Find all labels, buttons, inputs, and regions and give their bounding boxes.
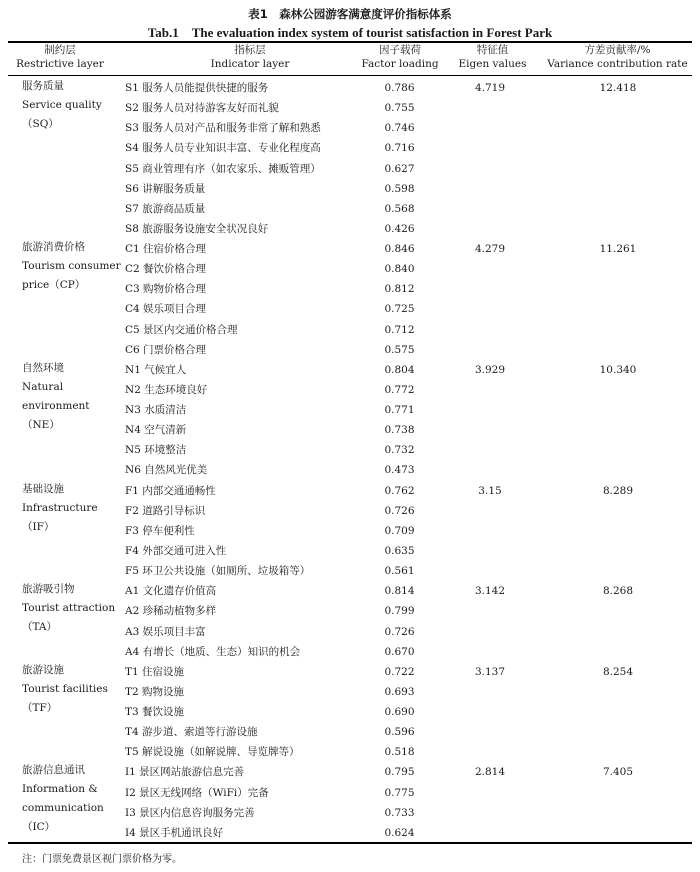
restrictive-layer-label xyxy=(22,359,122,435)
indicator-cell: N1 气候宜人 xyxy=(125,363,187,376)
restrictive-layer-label-line: Infrastructure xyxy=(22,501,98,514)
factor-loading-cell: 0.709 xyxy=(384,524,415,537)
factor-loading-cell: 0.712 xyxy=(384,323,415,336)
factor-loading-cell: 0.722 xyxy=(384,665,415,678)
header-restrictive-layer: 制约层 Restrictive layer xyxy=(16,44,104,70)
factor-loading-cell: 0.812 xyxy=(384,283,415,296)
eigen-value: 4.279 xyxy=(474,243,506,256)
restrictive-layer-label-line: Tourist facilities xyxy=(22,682,108,695)
indicator-cell: A1 文化遗存价值高 xyxy=(125,585,217,598)
factor-loading-cell: 0.690 xyxy=(384,706,415,719)
indicator-cell: S6 讲解服务质量 xyxy=(125,182,206,195)
indicator-cell: S5 商业管理有序（如农家乐、摊贩管理） xyxy=(125,162,321,175)
variance-contribution-value: 7.405 xyxy=(602,766,634,779)
factor-loading-cell: 0.775 xyxy=(384,786,415,799)
factor-loading-cell: 0.518 xyxy=(384,746,415,759)
factor-loading-cell: 0.840 xyxy=(384,263,415,276)
factor-loading-cell: 0.755 xyxy=(384,102,415,115)
eigen-value: 4.719 xyxy=(474,82,506,94)
indicator-cell: C2 餐饮价格合理 xyxy=(125,263,207,276)
restrictive-layer-label-line: price（CP） xyxy=(22,279,86,292)
indicator-cell: C3 购物价格合理 xyxy=(125,283,207,296)
factor-loading-cell: 0.598 xyxy=(384,182,415,195)
restrictive-layer-label-line: communication xyxy=(22,802,104,815)
factor-loading-cell: 0.762 xyxy=(384,484,415,497)
indicator-cell: S4 服务人员专业知识丰富、专业化程度高 xyxy=(125,142,321,155)
eigen-value: 3.137 xyxy=(474,665,506,678)
restrictive-layer-label-line: Tourist attraction xyxy=(22,602,116,615)
factor-loading-cell: 0.693 xyxy=(384,685,415,698)
header-variance-contribution: 方差贡献率/% Variance contribution rate xyxy=(547,44,688,70)
factor-loading-cell: 0.746 xyxy=(384,122,415,135)
variance-contribution-value: 12.418 xyxy=(599,82,637,94)
variance-contribution-value: 8.289 xyxy=(602,484,634,497)
restrictive-layer-label xyxy=(22,661,122,718)
eigen-value: 3.929 xyxy=(474,363,506,376)
restrictive-layer-label-line: environment xyxy=(22,399,90,412)
indicator-cell: N6 自然风光优美 xyxy=(125,464,208,477)
restrictive-layer-label-line: （SQ） xyxy=(22,118,59,130)
factor-loading-cell: 0.670 xyxy=(384,645,415,658)
restrictive-layer-label-line: （IC） xyxy=(22,821,56,834)
factor-loading-cell: 0.473 xyxy=(384,464,415,477)
restrictive-layer-label-line: 旅游吸引物 xyxy=(22,583,75,596)
restrictive-layer-label-line: 自然环境 xyxy=(22,361,64,374)
indicator-cell: N2 生态环境良好 xyxy=(125,383,208,396)
factor-loading-cell: 0.733 xyxy=(384,806,415,819)
table-title-english: Tab.1 The evaluation index system of tourist satisfaction in Forest Park xyxy=(147,25,553,40)
indicator-cell: A4 有增长（地质、生态）知识的机会 xyxy=(125,645,301,658)
restrictive-layer-label-line: 旅游信息通讯 xyxy=(22,764,85,777)
factor-loading-cell: 0.568 xyxy=(384,202,415,215)
factor-loading-cell: 0.596 xyxy=(384,726,415,739)
indicator-cell: N4 空气清新 xyxy=(125,424,187,437)
indicator-cell: S7 旅游商品质量 xyxy=(125,202,206,215)
restrictive-layer-label-line: （TF） xyxy=(22,701,58,714)
restrictive-layer-label-line: Information & xyxy=(22,783,98,796)
indicator-cell: I1 景区网站旅游信息完善 xyxy=(125,766,245,779)
factor-loading-cell: 0.725 xyxy=(384,303,415,316)
indicator-cell: S3 服务人员对产品和服务非常了解和熟悉 xyxy=(125,122,321,135)
header-indicator-layer: 指标层 Indicator layer xyxy=(210,44,290,70)
table-footnote: 注：门票免费景区视门票价格为零。 xyxy=(22,854,182,865)
indicator-cell: T4 游步道、索道等行游设施 xyxy=(125,726,258,739)
factor-loading-cell: 0.771 xyxy=(384,404,415,417)
indicator-cell: I3 景区内信息咨询服务完善 xyxy=(125,806,255,819)
indicator-cell: F5 环卫公共设施（如厕所、垃圾箱等） xyxy=(125,565,311,578)
indicator-cell: T3 餐饮设施 xyxy=(125,706,185,719)
restrictive-layer-label-line: Service quality xyxy=(22,99,102,111)
restrictive-layer-label-line: （TA） xyxy=(22,621,58,634)
restrictive-layer-label xyxy=(22,238,122,295)
indicator-cell: I2 景区无线网络（WiFi）完备 xyxy=(125,786,269,799)
factor-loading-cell: 0.716 xyxy=(384,142,415,155)
indicator-cell: C6 门票价格合理 xyxy=(125,343,207,356)
restrictive-layer-label xyxy=(22,480,122,537)
restrictive-layer-label xyxy=(22,580,122,637)
indicator-cell: A3 娱乐项目丰富 xyxy=(125,625,206,638)
indicator-cell: F2 道路引导标识 xyxy=(125,504,206,517)
indicator-cell: S2 服务人员对待游客友好而礼貌 xyxy=(125,102,279,115)
eigen-value: 3.142 xyxy=(474,585,506,598)
restrictive-layer-label-line: （IF） xyxy=(22,520,55,533)
factor-loading-cell: 0.561 xyxy=(384,565,415,578)
restrictive-layer-label-line: （NE） xyxy=(22,418,60,431)
variance-contribution-value: 8.254 xyxy=(602,665,634,678)
indicator-cell: C4 娱乐项目合理 xyxy=(125,303,207,316)
header-eigen-values: 特征值 Eigen values xyxy=(458,44,527,70)
indicator-cell: C5 景区内交通价格合理 xyxy=(125,323,238,336)
indicator-cell: T1 住宿设施 xyxy=(125,665,185,678)
indicator-cell: F1 内部交通通畅性 xyxy=(125,484,216,497)
factor-loading-cell: 0.738 xyxy=(384,424,415,437)
restrictive-layer-label-line: 旅游设施 xyxy=(22,663,64,676)
factor-loading-cell: 0.786 xyxy=(384,82,415,94)
factor-loading-cell: 0.635 xyxy=(384,544,415,557)
factor-loading-cell: 0.624 xyxy=(384,826,415,839)
variance-contribution-value: 11.261 xyxy=(599,243,637,256)
table-title-chinese: 表1 森林公园游客满意度评价指标体系 xyxy=(248,7,452,21)
factor-loading-cell: 0.426 xyxy=(384,222,415,235)
indicator-cell: T5 解说设施（如解说牌、导览牌等） xyxy=(125,746,300,759)
factor-loading-cell: 0.772 xyxy=(384,383,415,396)
header-factor-loading: 因子载荷 Factor loading xyxy=(361,44,439,70)
indicator-cell: A2 珍稀动植物多样 xyxy=(125,605,217,618)
factor-loading-cell: 0.804 xyxy=(384,363,415,376)
indicator-cell: T2 购物设施 xyxy=(125,685,185,698)
restrictive-layer-label-line: Natural xyxy=(22,380,64,393)
factor-loading-cell: 0.726 xyxy=(384,625,415,638)
factor-loading-cell: 0.799 xyxy=(384,605,415,618)
indicator-cell: S1 服务人员能提供快捷的服务 xyxy=(125,82,269,94)
header-rule xyxy=(8,75,692,76)
factor-loading-cell: 0.627 xyxy=(384,162,415,175)
factor-loading-cell: 0.726 xyxy=(384,504,415,517)
factor-loading-cell: 0.846 xyxy=(384,243,415,256)
variance-contribution-value: 8.268 xyxy=(602,585,634,598)
restrictive-layer-label xyxy=(22,77,122,134)
factor-loading-cell: 0.732 xyxy=(384,444,415,457)
indicator-cell: F3 停车便利性 xyxy=(125,524,195,537)
indicator-cell: I4 景区手机通讯良好 xyxy=(125,826,224,839)
variance-contribution-value: 10.340 xyxy=(599,363,637,376)
indicator-cell: N5 环境整洁 xyxy=(125,444,187,457)
indicator-cell: N3 水质清洁 xyxy=(125,404,187,417)
factor-loading-cell: 0.814 xyxy=(384,585,415,598)
restrictive-layer-label xyxy=(22,761,122,837)
indicator-cell: F4 外部交通可进入性 xyxy=(125,544,227,557)
restrictive-layer-label-line: Tourism consumer xyxy=(22,260,121,273)
factor-loading-cell: 0.575 xyxy=(384,343,415,356)
indicator-cell: S8 旅游服务设施安全状况良好 xyxy=(125,222,269,235)
eigen-value: 2.814 xyxy=(474,766,506,779)
restrictive-layer-label-line: 旅游消费价格 xyxy=(22,241,85,254)
bottom-rule xyxy=(8,842,692,844)
restrictive-layer-label-line: 服务质量 xyxy=(22,80,64,92)
restrictive-layer-label-line: 基础设施 xyxy=(22,482,64,495)
eigen-value: 3.15 xyxy=(478,484,502,497)
indicator-cell: C1 住宿价格合理 xyxy=(125,243,207,256)
factor-loading-cell: 0.795 xyxy=(384,766,415,779)
